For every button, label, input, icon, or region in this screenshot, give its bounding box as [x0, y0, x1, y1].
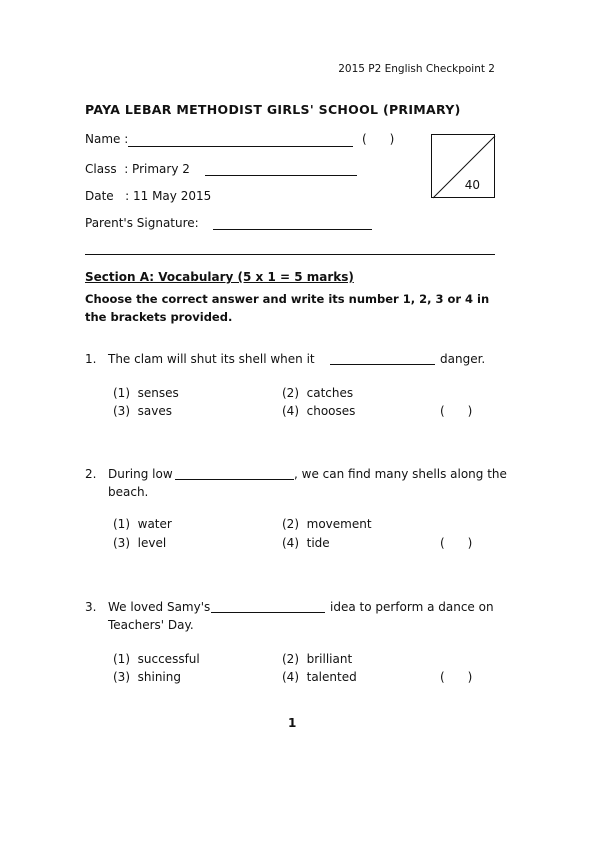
question-text-before: We loved Samy's [108, 600, 211, 614]
option-3: (3) shining [113, 670, 181, 684]
question-number: 1. [85, 352, 97, 366]
date-label: Date : 11 May 2015 [85, 189, 212, 203]
question-text-before: The clam will shut its shell when it [108, 352, 315, 366]
paper-code: 2015 P2 English Checkpoint 2 [338, 63, 495, 75]
school-name: PAYA LEBAR METHODIST GIRLS' SCHOOL (PRIMARY) [85, 102, 461, 117]
question-text-after: idea to perform a dance on [330, 600, 494, 614]
class-line[interactable] [205, 175, 357, 176]
option-2: (2) movement [282, 517, 372, 531]
option-1: (1) water [113, 517, 172, 531]
question-text-line2: beach. [108, 485, 149, 499]
name-line[interactable] [128, 146, 353, 147]
question-number: 3. [85, 600, 97, 614]
name-index-brackets: ( ) [362, 132, 395, 146]
answer-blank[interactable] [330, 364, 435, 365]
option-1: (1) senses [113, 386, 179, 400]
answer-blank[interactable] [211, 612, 325, 613]
score-box [431, 134, 495, 198]
answer-blank[interactable] [175, 479, 294, 480]
question-text-before: During low [108, 467, 173, 481]
option-4: (4) tide [282, 536, 330, 550]
option-2: (2) catches [282, 386, 354, 400]
header-divider [85, 254, 495, 255]
option-2: (2) brilliant [282, 652, 353, 666]
question-text-after: , we can find many shells along the [294, 467, 507, 481]
question-text-line2: Teachers' Day. [108, 618, 194, 632]
option-3: (3) level [113, 536, 167, 550]
answer-brackets[interactable]: ( ) [440, 404, 473, 418]
score-total: 40 [464, 178, 480, 192]
name-label: Name : [85, 132, 129, 146]
answer-brackets[interactable]: ( ) [440, 536, 473, 550]
option-3: (3) saves [113, 404, 172, 418]
option-1: (1) successful [113, 652, 200, 666]
section-instruction: Choose the correct answer and write its number 1, 2, 3 or 4 in the brackets provided. [85, 292, 490, 324]
class-label: Class : Primary 2 [85, 162, 190, 176]
signature-label: Parent's Signature: [85, 216, 199, 230]
question-number: 2. [85, 467, 97, 481]
question-text-after: danger. [440, 352, 486, 366]
option-4: (4) chooses [282, 404, 356, 418]
section-title: Section A: Vocabulary (5 x 1 = 5 marks) [85, 270, 354, 284]
answer-brackets[interactable]: ( ) [440, 670, 473, 684]
option-4: (4) talented [282, 670, 357, 684]
page-number: 1 [288, 716, 297, 730]
signature-line[interactable] [213, 229, 372, 230]
